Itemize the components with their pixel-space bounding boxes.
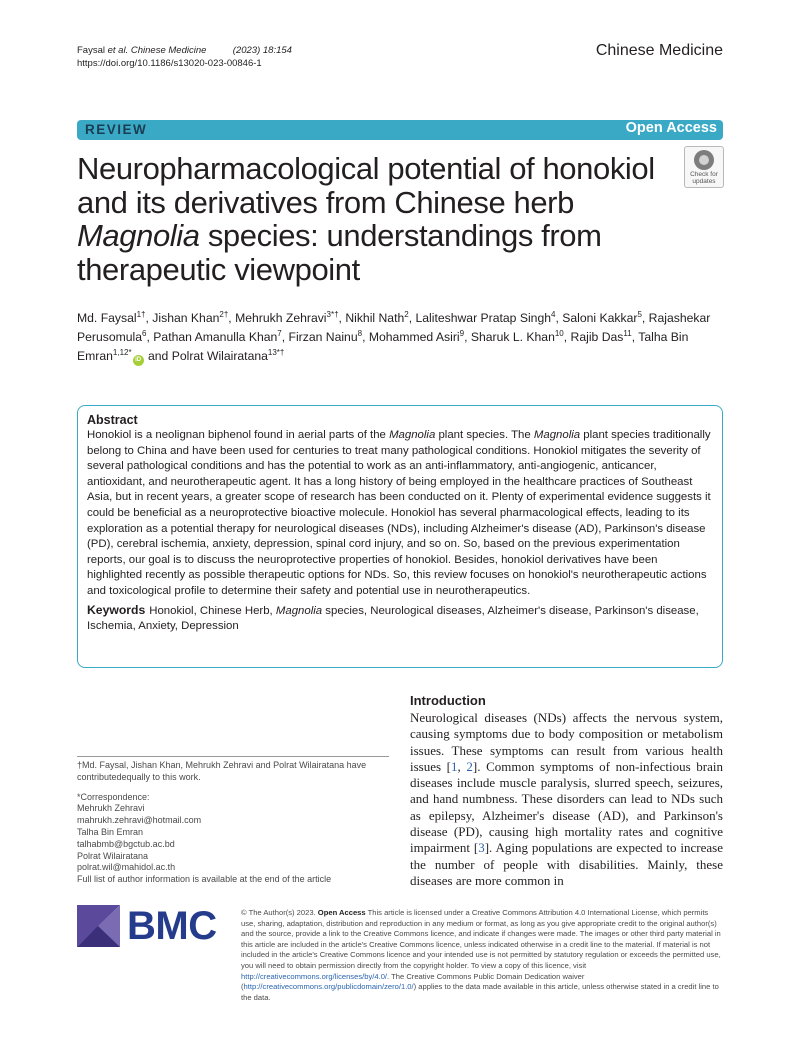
author[interactable]: Laliteshwar Pratap Singh$^4$ [415,310,556,325]
author[interactable]: Mehrukh Zehravi$^{3*\dagger}$ [235,310,339,325]
correspondent-name: Talha Bin Emran [77,826,144,837]
title-part-1: Neuropharmacological potential of honokiol and its derivatives from Chinese herb [77,151,655,220]
correspondent-name: Polrat Wilairatana [77,850,149,861]
author[interactable]: Saloni Kakkar$^5$ [562,310,642,325]
author[interactable]: Mohammed Asiri$^9$ [368,329,465,344]
bmc-logo[interactable] [77,905,227,947]
check-for-updates-line2: updates [692,178,716,185]
introduction-text: Neurological diseases (NDs) affects the nervous system, causing symptoms due to body composition or metabolism issues. These symptoms can result from various health issues [1, 2]. Common symptoms of non-infectious brain diseases include muscle paralysis, slurred speech, seizures, and hand numbness. These disorders can lead to NDs such as epilepsy, Alzheimer's disease (AD), and Parkinson's disease (PD), causing high mortality rates and cognitive impairment [3]. Aging populations are expected to increase the number of people with disabilities. Mainly, these diseases are more common in [410,710,724,888]
author-list: Md. Faysal$^{1\dagger}$, Jishan Khan$^{2\dagger}$, Mehrukh Zehravi$^{3*\dagger}$, Nikhil Nath$^2$, Laliteshwar Pratap Singh$^4$, Saloni Kakkar$^5$, Rajashekar Perusomula$^6$, Pathan Amanulla Khan$^7$, Firzan Nainu$^8$, Mohammed Asiri$^9$, Sharuk L. Khan$^{10}$, Rajib Das$^{11}$, Talha Bin Emran$^{1,12*}$iD and Polrat Wilairatana$^{13*\dagger}$ [77,309,723,366]
correspondent-email[interactable]: talhabmb@bgctub.ac.bd [77,838,175,849]
article-type-label: REVIEW [85,122,148,137]
bmc-logo-text: BMC [127,904,217,948]
license-link[interactable]: http://creativecommons.org/licenses/by/4.0/ [241,971,388,981]
reference-link[interactable]: 2 [466,758,473,774]
author-conjunction: and [147,349,169,363]
author-info-note: Full list of author information is available at the end of the article [77,874,332,885]
article-title [77,152,677,286]
title-italic: Magnolia [77,218,200,253]
introduction-heading: Introduction [410,693,486,708]
citation-header [77,44,292,70]
abstract-heading: Abstract [87,413,138,427]
author[interactable]: Jishan Khan$^{2\dagger}$ [152,310,229,325]
article-type-banner [77,120,723,140]
bmc-logo-icon [77,905,120,947]
correspondent-email[interactable]: mahrukh.zehravi@hotmail.com [77,815,202,826]
title-part-2: species: understandings from therapeutic viewpoint [77,218,602,287]
footnotes [77,756,389,886]
citation-authors: Faysal [77,45,108,56]
open-access-label: Open Access [625,120,717,136]
license-open-access: Open Access [317,908,366,917]
citation-etal: et al. [107,45,129,56]
author[interactable]: Firzan Nainu$^8$ [288,329,363,344]
check-for-updates-icon [694,150,714,170]
author[interactable]: Nikhil Nath$^2$ [345,310,409,325]
citation-line [77,44,292,57]
author[interactable]: Polrat Wilairatana$^{13*\dagger}$ [171,348,285,363]
journal-name: Chinese Medicine [595,42,723,59]
abstract-text: Honokiol is a neolignan biphenol found in aerial parts of the Magnolia plant species. The Magnolia plant species traditionally belong to China and have been used for centuries to treat many pathological conditions. Honokiol mitigates the severity of several pathological conditions and has the potential to work as an anti-inflammatory, anti-angiogenic, anticancer, antioxidant, and neurotherapeutic agent. It has a long history of being employed in the healthcare practices of Southeast Asia, but in recent years, a greater scope of research has been conducted on it. Plenty of experimental evidence suggests it could be beneficial as a neuroprotective bioactive molecule. Honokiol has several pharmacological effects, leading to its exploration as a potential therapy for neurological diseases (NDs), including Alzheimer's disease (AD), Parkinson's disease (PD), cerebral ischemia, anxiety, depression, spinal cord injury, and so on. So, based on the previous experimentation reports, our goal is to discuss the neuroprotective properties of honokiol. Besides, honokiol derivatives have been highlighted recently as possible therapeutic options for NDs. So, this review focuses on honokiol's neurotherapeutic actions and toxicological profile to determine their safety and potential use in neurotherapeutics. [87,429,711,597]
author[interactable]: Sharuk L. Khan$^{10}$ [470,329,564,344]
citation-journal: Chinese Medicine [128,45,207,56]
keywords-label: Keywords [87,602,146,617]
check-for-updates-button[interactable] [684,146,724,188]
author[interactable]: Pathan Amanulla Khan$^7$ [153,329,282,344]
author[interactable]: Rajib Das$^{11}$ [570,329,632,344]
license-text: © The Author(s) 2023. Open Access This article is licensed under a Creative Commons Attribution 4.0 International License, which permits use, sharing, adaptation, distribution and reproduction in any medium or format, as long as you give appropriate credit to the original author(s) and the source, provide a link to the Creative Commons licence, and indicate if changes were made. The images or other third party material in this article are included in the article's Creative Commons licence, unless indicated otherwise in a credit line to the material. If material is not included in the article's Creative Commons licence and your intended use is not permitted by statutory regulation or exceeds the permitted use, you will need to obtain permission directly from the copyright holder. To view a copy of this licence, visit http://creativecommons.org/licenses/by/4.0/. The Creative Commons Public Domain Dedication waiver (http://creativecommons.org/publicdomain/zero/1.0/) applies to the data made available in this article, unless otherwise stated in a credit line to the data. [241,908,721,1002]
check-for-updates-line1: Check for [690,171,718,178]
reference-link[interactable]: 3 [478,840,485,856]
correspondence-label: *Correspondence: [77,791,150,802]
author[interactable]: Talha Bin Emran$^{1,12*}$ [77,330,689,363]
keywords: Keywords Honokiol, Chinese Herb, Magnolia species, Neurological diseases, Alzheimer's disease, Parkinson's disease, Ischemia, Anxiety, Depression [87,602,699,633]
doi-link[interactable]: https://doi.org/10.1186/s13020-023-00846-1 [77,58,262,69]
author[interactable]: Rajashekar Perusomula$^6$ [77,311,711,344]
abstract-box [77,405,723,668]
reference-link[interactable]: 1 [451,758,458,774]
equal-contribution-note: †Md. Faysal, Jishan Khan, Mehrukh Zehravi and Polrat Wilairatana have contributedequally to this work. [77,760,367,782]
citation-year: (2023) 18:154 [232,45,292,56]
correspondent-email[interactable]: polrat.wil@mahidol.ac.th [77,862,176,873]
orcid-icon[interactable]: iD [133,355,144,366]
author[interactable]: Md. Faysal$^{1\dagger}$ [77,310,146,325]
correspondent-name: Mehrukh Zehravi [77,803,145,814]
publicdomain-link[interactable]: http://creativecommons.org/publicdomain/zero/1.0/ [243,982,414,992]
